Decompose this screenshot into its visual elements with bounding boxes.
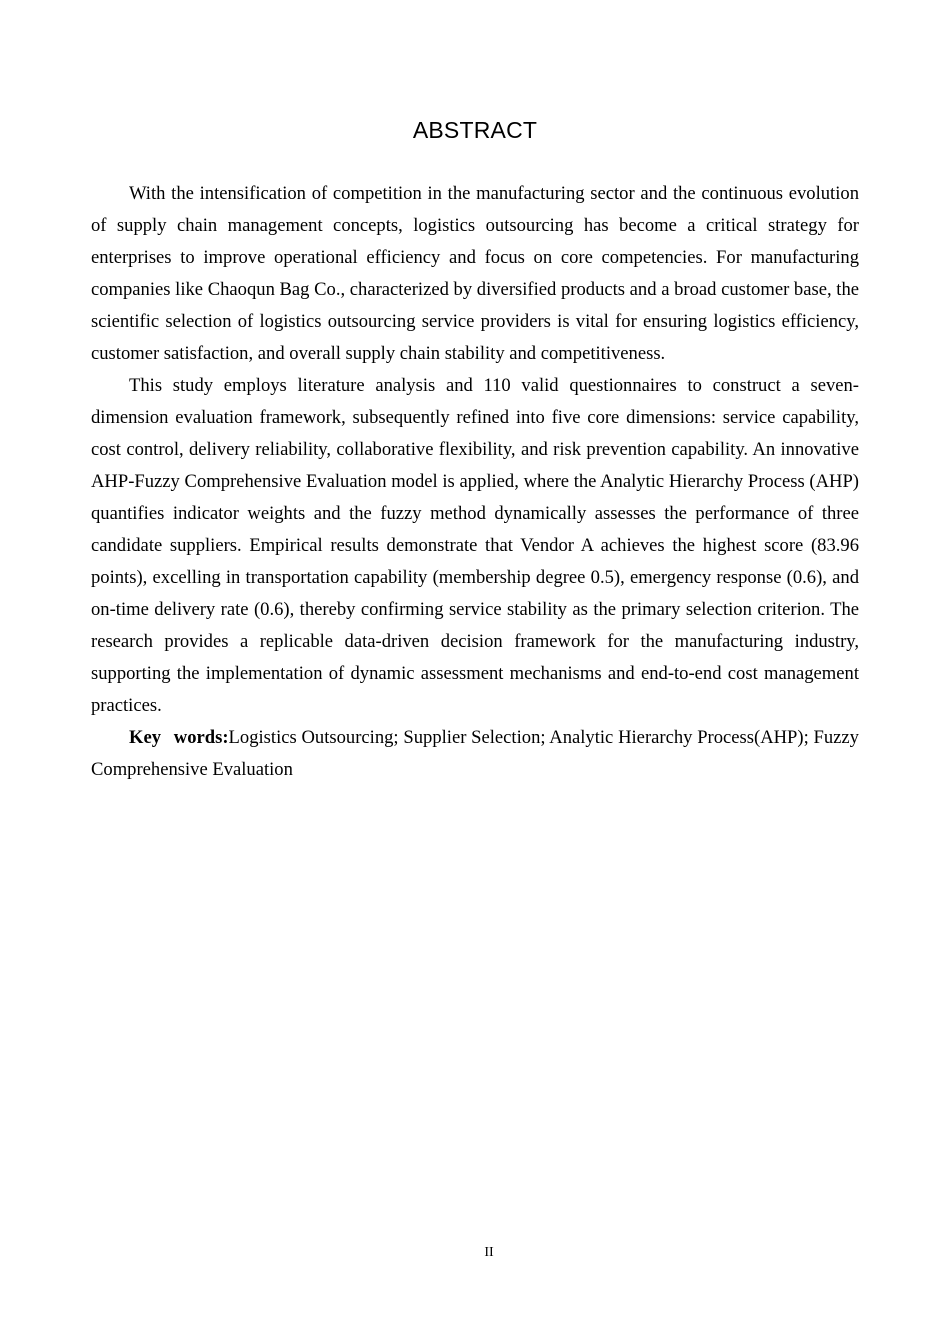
abstract-paragraph-2: This study employs literature analysis and 110 valid questionnaires to construct a seven-dimension evaluation framework, subsequently refined into five core dimensions: service capability, cost control, delivery reliability, collaborative flexibility, and risk prevention capability. An innovative AHP-Fuzzy Comprehensive Evaluation model is applied, where the Analytic Hierarchy Process (AHP) quantifies indicator weights and the fuzzy method dynamically assesses the performance of three candidate suppliers. Empirical results demonstrate that Vendor A achieves the highest score (83.96 points), excelling in transportation capability (membership degree 0.5), emergency response (0.6), and on-time delivery rate (0.6), thereby confirming service stability as the primary selection criterion. The research provides a replicable data-driven decision framework for the manufacturing industry, supporting the implementation of dynamic assessment mechanisms and end-to-end cost management practices. [91,375,859,716]
keywords-text: Logistics Outsourcing; Supplier Selection; Analytic Hierarchy Process(AHP); Fuzzy Comprehensive Evaluation [91,727,859,780]
keywords-label: Key words: [129,727,229,748]
abstract-title: ABSTRACT [412,117,538,143]
abstract-paragraph-1: With the intensification of competition in the manufacturing sector and the continuous evolution of supply chain management concepts, logistics outsourcing has become a critical strategy for enterprises to improve operational efficiency and focus on core competencies. For manufacturing companies like Chaoqun Bag Co., characterized by diversified products and a broad customer base, the scientific selection of logistics outsourcing service providers is vital for ensuring logistics efficiency, customer satisfaction, and overall supply chain stability and competitiveness. [91,183,859,364]
abstract-body [91,178,859,786]
page-number: II [484,1245,494,1260]
keywords-paragraph [91,722,859,786]
